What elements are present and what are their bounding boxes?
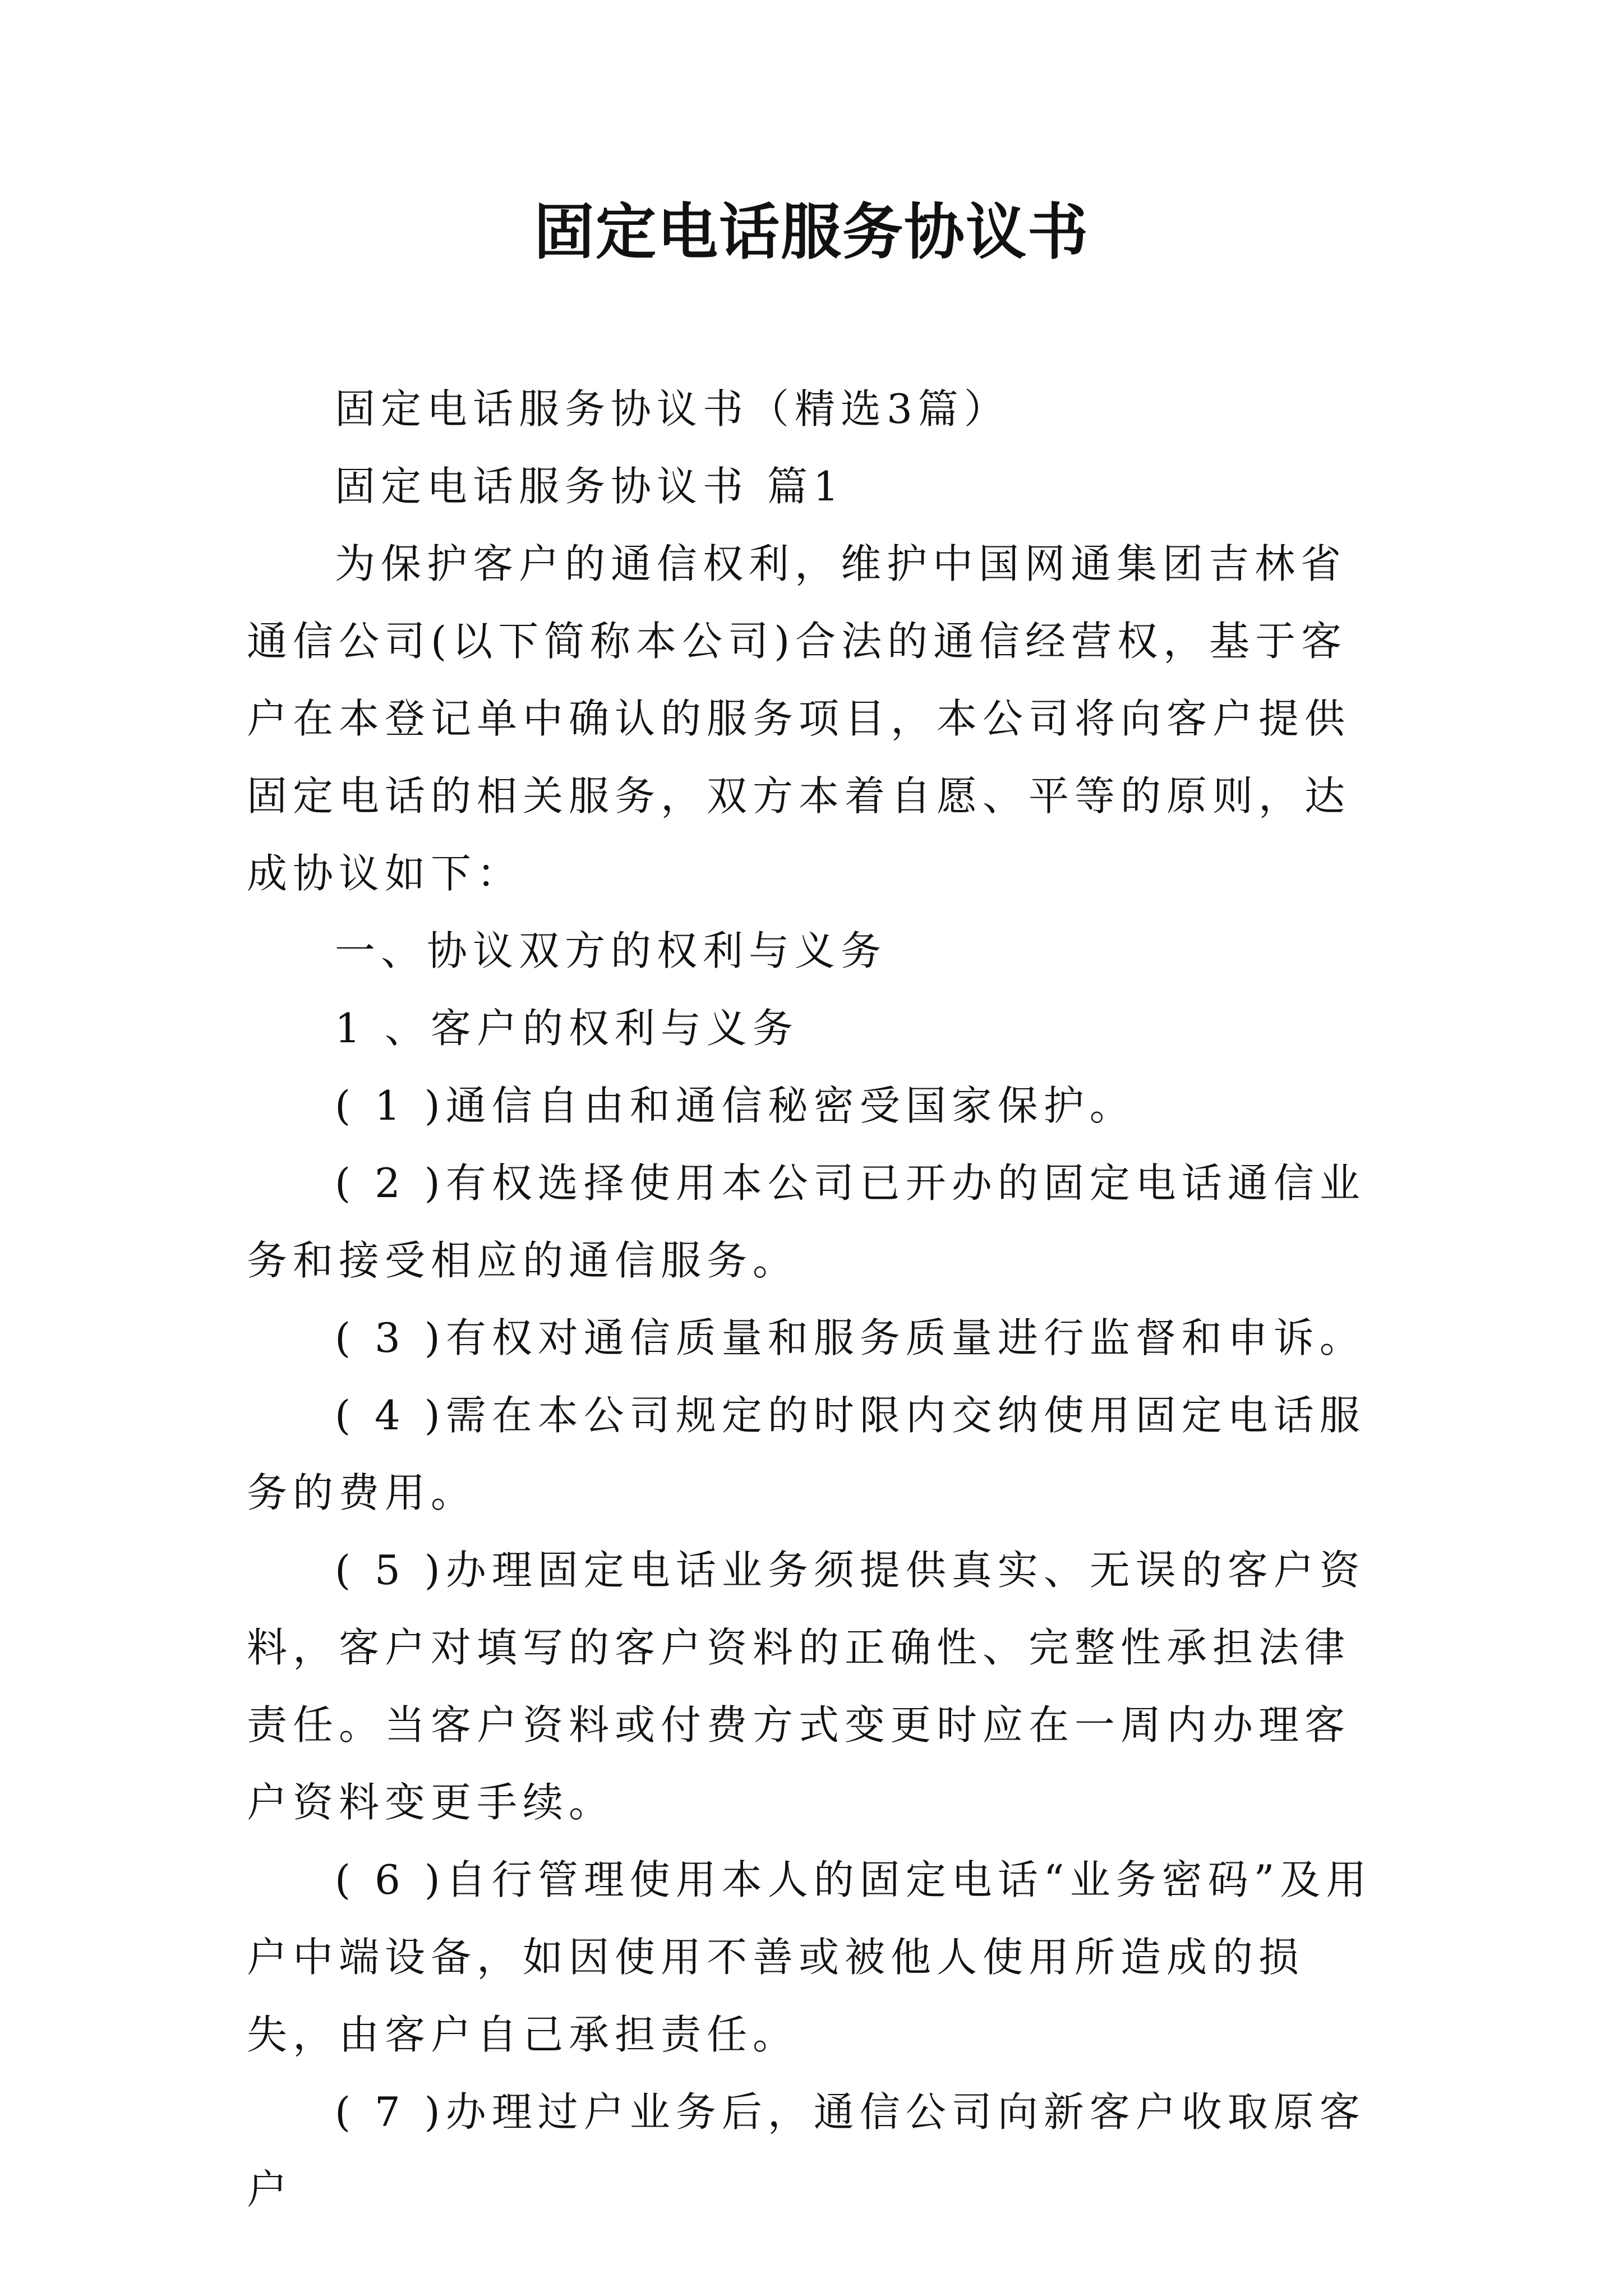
paragraph-selection-note: 固定电话服务协议书（精选3篇） [335, 385, 1010, 432]
clause-3: ( 3 )有权对通信质量和服务质量进行监督和申诉。 [335, 1314, 1366, 1361]
paragraph-part-heading: 固定电话服务协议书 篇1 [335, 463, 845, 510]
clause-1: ( 1 )通信自由和通信秘密受国家保护。 [335, 1082, 1136, 1129]
section-heading-rights: 一、协议双方的权利与义务 [335, 927, 887, 974]
clause-7: ( 7 )办理过户业务后，通信公司向新客户收取原客户 [247, 2088, 1366, 2213]
subsection-heading-customer: 1 、客户的权利与义务 [335, 1005, 799, 1052]
clause-6: ( 6 )自行管理使用本人的固定电话“业务密码”及用户中端设备，如因使用不善或被他人使用所造成的损失，由客户自己承担责任。 [247, 1856, 1372, 2058]
clause-5: ( 5 )办理固定电话业务须提供真实、无误的客户资料，客户对填写的客户资料的正确性、完整性承担法律责任。当客户资料或付费方式变更时应在一周内办理客户资料变更手续。 [247, 1547, 1366, 1826]
paragraph-preamble: 为保护客户的通信权利，维护中国网通集团吉林省通信公司(以下简称本公司)合法的通信经营权，基于客户在本登记单中确认的服务项目，本公司将向客户提供固定电话的相关服务，双方本着自愿、平等的原则，达成协议如下： [247, 540, 1351, 897]
document-body [247, 370, 1385, 2228]
clause-4: ( 4 )需在本公司规定的时限内交纳使用固定电话服务的费用。 [247, 1392, 1366, 1516]
clause-2: ( 2 )有权选择使用本公司已开办的固定电话通信业务和接受相应的通信服务。 [247, 1159, 1366, 1284]
document-title: 固定电话服务协议书 [533, 197, 1089, 268]
